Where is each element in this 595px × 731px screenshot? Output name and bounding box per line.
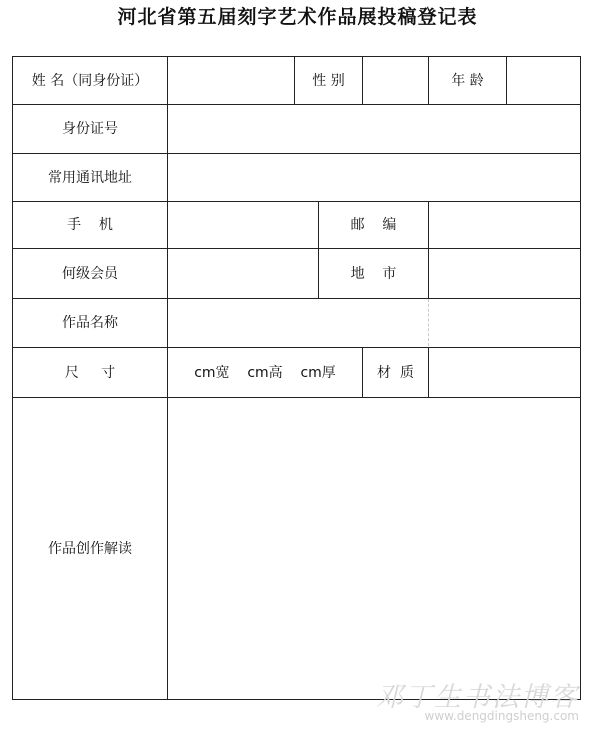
label-size bbox=[12, 347, 167, 397]
address-input[interactable] bbox=[167, 153, 580, 201]
label-size-text: 尺 寸 bbox=[64, 364, 116, 381]
watermark-text: 邓丁生书法博客 bbox=[376, 682, 579, 713]
label-gender bbox=[294, 56, 362, 104]
label-interpretation bbox=[12, 397, 167, 699]
table-right-border bbox=[580, 56, 581, 699]
label-postcode-text: 邮 编 bbox=[350, 217, 397, 233]
city-input[interactable] bbox=[428, 248, 580, 298]
label-material bbox=[362, 347, 428, 397]
member-level-input[interactable] bbox=[167, 248, 318, 298]
id-number-input[interactable] bbox=[167, 104, 580, 153]
label-city bbox=[318, 248, 428, 298]
watermark-url: www.dengdingsheng.com bbox=[424, 709, 579, 723]
label-age bbox=[428, 56, 506, 104]
gender-input[interactable] bbox=[362, 56, 428, 104]
label-interpretation-text: 作品创作解读 bbox=[48, 540, 132, 557]
material-input[interactable] bbox=[428, 347, 580, 397]
label-phone-text: 手 机 bbox=[67, 217, 113, 233]
postcode-input[interactable] bbox=[428, 201, 580, 248]
label-city-text: 地 市 bbox=[350, 265, 397, 282]
label-id-number-text: 身份证号 bbox=[62, 121, 118, 137]
phone-input[interactable] bbox=[167, 201, 318, 248]
label-phone bbox=[12, 201, 167, 248]
label-member-level-text: 何级会员 bbox=[62, 265, 118, 282]
label-age-text: 年 龄 bbox=[451, 72, 484, 89]
label-work-title bbox=[12, 298, 167, 347]
label-name-text: 姓 名（同身份证） bbox=[31, 72, 149, 89]
label-material-text: 材 质 bbox=[377, 364, 414, 381]
form-title: 河北省第五届刻字艺术作品展投稿登记表 bbox=[117, 6, 478, 28]
age-input[interactable] bbox=[506, 56, 580, 104]
interpretation-input[interactable] bbox=[167, 397, 580, 699]
watermark bbox=[376, 684, 579, 723]
faint-divider bbox=[428, 299, 429, 346]
label-id-number bbox=[12, 104, 167, 153]
size-input[interactable] bbox=[167, 347, 362, 397]
label-postcode bbox=[318, 201, 428, 248]
label-work-title-text: 作品名称 bbox=[62, 315, 118, 331]
label-gender-text: 性 别 bbox=[312, 72, 345, 89]
label-address bbox=[12, 153, 167, 201]
label-name bbox=[12, 56, 167, 104]
work-title-input[interactable] bbox=[167, 298, 580, 347]
size-units-text: cm宽 cm高 cm厚 bbox=[194, 364, 336, 381]
name-input[interactable] bbox=[167, 56, 294, 104]
label-address-text: 常用通讯地址 bbox=[48, 169, 132, 186]
label-member-level bbox=[12, 248, 167, 298]
